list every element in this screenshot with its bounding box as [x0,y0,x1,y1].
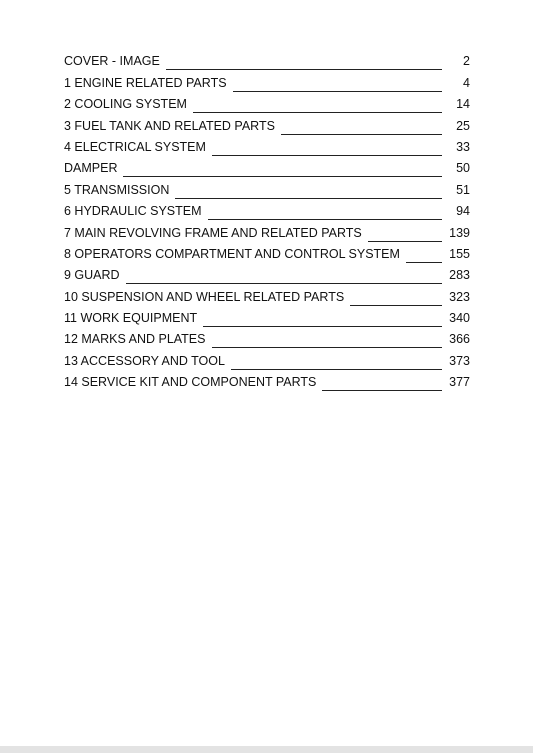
toc-entry-title: 14 SERVICE KIT AND COMPONENT PARTS [64,375,317,390]
toc-leader-line [368,241,442,242]
toc-entry-page: 373 [449,353,470,368]
toc-entry-title: 2 COOLING SYSTEM [64,97,187,112]
toc-entry[interactable] [64,136,470,157]
toc-entry-title: COVER - IMAGE [64,54,160,69]
toc-entry-page: 51 [456,182,470,197]
toc-entry-title: 12 MARKS AND PLATES [64,332,206,347]
toc-entry-title: 6 HYDRAULIC SYSTEM [64,204,202,219]
toc-entry-page: 14 [456,97,470,112]
table-of-contents [64,50,470,392]
toc-leader-line [233,91,442,92]
toc-leader-line [406,262,442,263]
toc-leader-line [166,69,442,70]
toc-entry-title: DAMPER [64,161,118,176]
toc-entry[interactable] [64,307,470,328]
page-bottom-edge [0,746,533,753]
toc-entry[interactable] [64,221,470,242]
toc-entry-title: 10 SUSPENSION AND WHEEL RELATED PARTS [64,289,345,304]
toc-entry[interactable] [64,328,470,349]
toc-leader-line [175,198,442,199]
toc-entry[interactable] [64,114,470,135]
toc-entry[interactable] [64,157,470,178]
toc-entry-title: 13 ACCESSORY AND TOOL [64,353,225,368]
toc-leader-line [212,155,442,156]
toc-leader-line [126,283,442,284]
toc-entry[interactable] [64,93,470,114]
toc-entry-title: 11 WORK EQUIPMENT [64,311,198,326]
toc-leader-line [212,347,443,348]
toc-entry[interactable] [64,243,470,264]
toc-entry-page: 283 [449,268,470,283]
toc-leader-line [208,219,442,220]
toc-entry-page: 139 [449,225,470,240]
toc-entry-page: 377 [449,375,470,390]
toc-entry-title: 1 ENGINE RELATED PARTS [64,75,227,90]
toc-entry[interactable] [64,285,470,306]
toc-entry[interactable] [64,349,470,370]
toc-leader-line [231,369,442,370]
toc-leader-line [350,305,442,306]
toc-entry[interactable] [64,264,470,285]
toc-entry-page: 25 [456,118,470,133]
toc-entry-title: 7 MAIN REVOLVING FRAME AND RELATED PARTS [64,225,362,240]
toc-entry-title: 5 TRANSMISSION [64,182,170,197]
toc-entry-page: 94 [456,204,470,219]
toc-leader-line [193,112,442,113]
toc-entry[interactable] [64,50,470,71]
toc-entry-page: 33 [456,139,470,154]
toc-entry[interactable] [64,71,470,92]
toc-entry[interactable] [64,371,470,392]
toc-entry-page: 340 [449,311,470,326]
toc-leader-line [123,176,442,177]
toc-entry-page: 4 [463,75,470,90]
toc-entry-page: 50 [456,161,470,176]
toc-leader-line [203,326,442,327]
toc-leader-line [281,134,442,135]
toc-entry-page: 2 [463,54,470,69]
toc-entry-page: 323 [449,289,470,304]
toc-entry-title: 4 ELECTRICAL SYSTEM [64,139,206,154]
toc-entry-page: 366 [449,332,470,347]
toc-entry-page: 155 [449,246,470,261]
toc-entry-title: 9 GUARD [64,268,120,283]
toc-entry[interactable] [64,200,470,221]
toc-leader-line [322,390,442,391]
toc-entry[interactable] [64,178,470,199]
toc-entry-title: 8 OPERATORS COMPARTMENT AND CONTROL SYSTEM [64,246,400,261]
toc-entry-title: 3 FUEL TANK AND RELATED PARTS [64,118,275,133]
